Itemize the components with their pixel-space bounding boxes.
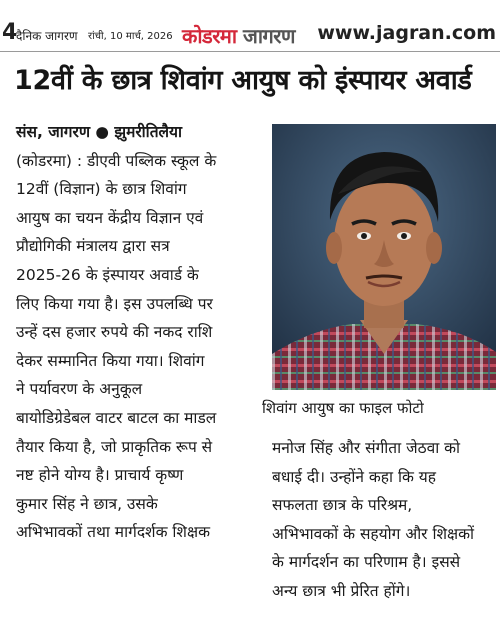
body-line: (कोडरमा) : डीएवी पब्लिक स्कूल के: [16, 151, 217, 170]
body-line: 12वीं (विज्ञान) के छात्र शिवांग: [16, 180, 187, 199]
website-url: www.jagran.com: [317, 22, 496, 44]
article-column-left: [16, 118, 258, 547]
newspaper-header: [0, 0, 500, 58]
header-divider: [0, 51, 500, 52]
article-column-right: [272, 434, 498, 606]
body-line: नष्ट होने योग्य है। प्राचार्य कृष्ण: [16, 466, 184, 485]
body-line: अभिभावकों तथा मार्गदर्शक शिक्षक: [16, 523, 210, 542]
body-line: के मार्गदर्शन का परिणाम है। इससे: [272, 553, 461, 572]
body-line: ने पर्यावरण के अनुकूल: [16, 380, 143, 399]
body-line: अन्य छात्र भी प्रेरित होंगे।: [272, 581, 411, 600]
publication-name: दैनिक जागरण: [16, 29, 78, 43]
body-line: आयुष का चयन केंद्रीय विज्ञान एवं: [16, 208, 204, 227]
article-headline: 12वीं के छात्र शिवांग आयुष को इंस्पायर अवार्ड: [14, 65, 472, 96]
publication-date: रांची, 10 मार्च, 2026: [88, 31, 173, 42]
edition-brand: जागरण: [243, 24, 295, 48]
edition-prefix: कोडरमा: [182, 24, 237, 48]
body-line: बधाई दी। उन्होंने कहा कि यह: [272, 467, 437, 486]
body-line: लिए किया गया है। इस उपलब्धि पर: [16, 294, 213, 313]
edition-title: [182, 22, 295, 49]
student-photo: [272, 124, 496, 390]
body-line: तैयार किया है, जो प्राकृतिक रूप से: [16, 437, 213, 456]
body-line: बायोडिग्रेडेबल वाटर बाटल का माडल: [16, 408, 217, 427]
page-number: 4: [2, 20, 18, 45]
dateline: संस, जागरण ● झुमरीतिलैया: [16, 123, 183, 141]
body-line: उन्हें दस हजार रुपये की नकद राशि: [16, 323, 213, 342]
body-line: अभिभावकों के सहयोग और शिक्षकों: [272, 524, 475, 543]
body-line: कुमार सिंह ने छात्र, उसके: [16, 494, 158, 513]
body-line: सफलता छात्र के परिश्रम,: [272, 496, 413, 515]
body-line: 2025-26 के इंस्पायर अवार्ड के: [16, 265, 199, 284]
body-line: देकर सम्मानित किया गया। शिवांग: [16, 351, 205, 370]
portrait-illustration: [272, 124, 496, 390]
photo-caption: शिवांग आयुष का फाइल फोटो: [262, 399, 424, 417]
body-line: मनोज सिंह और संगीता जेठवा को: [272, 439, 461, 457]
body-line: प्रौद्योगिकी मंत्रालय द्वारा सत्र: [16, 237, 170, 256]
